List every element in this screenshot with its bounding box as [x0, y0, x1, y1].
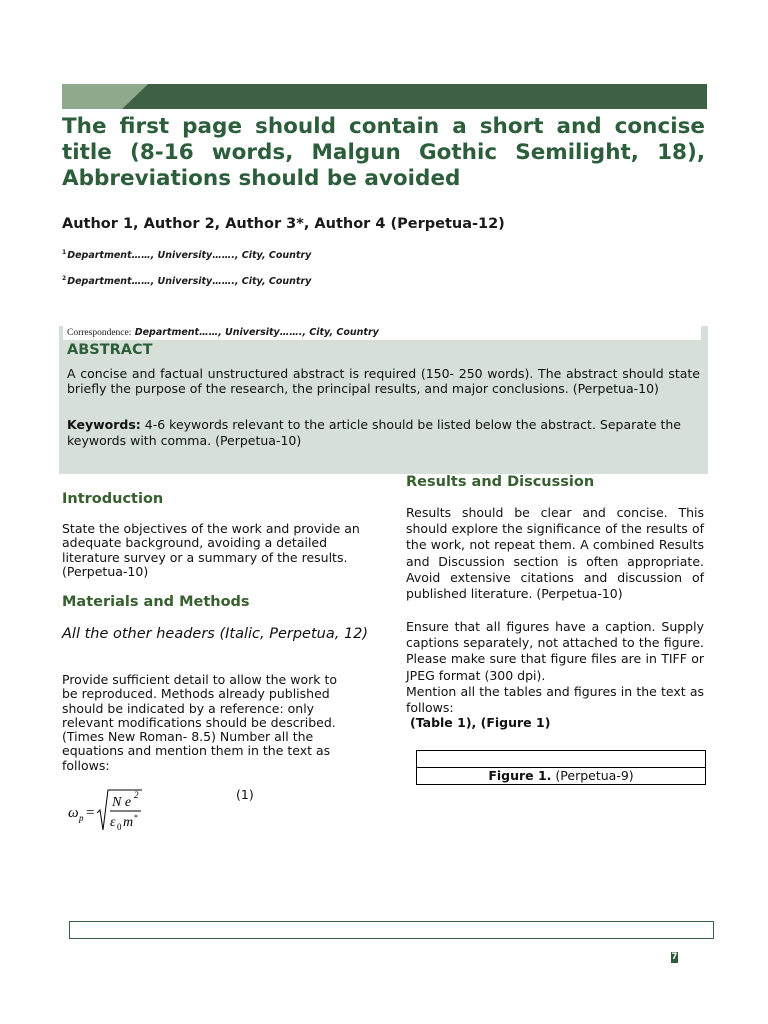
figure-caption-text: (Perpetua-9): [551, 768, 634, 783]
figure-caption-label: Figure 1.: [488, 768, 552, 783]
affiliation-2: [62, 275, 562, 287]
equation-numerator-exponent: 2: [134, 790, 139, 800]
abstract-heading: ABSTRACT: [67, 342, 153, 358]
results-text-3: Mention all the tables and figures in the text as follows:: [406, 684, 704, 716]
results-references: (Table 1), (Figure 1): [410, 715, 551, 730]
results-text-2: Ensure that all figures have a caption. Supply captions separately, not attached to the figure. Please make sure that figure files are in TIFF or JPEG format (300 dpi).: [406, 619, 704, 683]
author-list: Author 1, Author 2, Author 3*, Author 4 (Perpetua-12): [62, 216, 505, 232]
correspondence: [67, 327, 379, 338]
equation-lhs: ω: [68, 805, 79, 821]
figure-caption: [417, 768, 705, 784]
affiliation-number: 2: [62, 275, 67, 282]
results-text-1: Results should be clear and concise. This should explore the significance of the results of the work, not repeat them. A combined Results and Discussion section is often appropriate. Avoid extensive citations and discussion of published literature. (Perpetua-10): [406, 505, 704, 602]
affiliation-1: [62, 249, 562, 261]
abstract-box: [59, 326, 708, 474]
keywords: [67, 417, 697, 449]
equation-denominator-subscript: 0: [117, 822, 122, 832]
equation-numerator: N e: [112, 795, 132, 810]
affiliation-text: Department……, University……., City, Country: [67, 250, 312, 262]
correspondence-label: Correspondence:: [67, 328, 132, 338]
introduction-text: State the objectives of the work and provide an adequate background, avoiding a detailed literature survey or a summary of the results. (Perpetua-10): [62, 521, 360, 579]
keywords-text: 4-6 keywords relevant to the article should be listed below the abstract. Separate the keywords with comma. (Perpetua-10): [67, 417, 681, 448]
equation-denominator-exponent: *: [134, 813, 138, 822]
affiliation-number: 1: [62, 249, 67, 256]
equation-1: [68, 786, 158, 838]
equation-denominator-tail: m: [123, 815, 134, 830]
paper-title: The first page should contain a short and concise title (8-16 words, Malgun Gothic Semilight, 18), Abbreviations should be avoided: [62, 114, 705, 191]
header-banner: [122, 84, 707, 109]
equation-lhs-subscript: p: [79, 813, 84, 823]
figure-area: [417, 751, 705, 768]
correspondence-text: Department……, University……., City, Country: [134, 327, 379, 338]
figure-placeholder-table: [416, 750, 706, 785]
footer-box: [69, 921, 714, 939]
materials-heading: Materials and Methods: [62, 594, 250, 610]
equation-denominator: ε: [110, 815, 116, 830]
keywords-label: Keywords:: [67, 417, 141, 432]
page-number: 7: [671, 952, 678, 962]
abstract-text: A concise and factual unstructured abstract is required (150- 250 words). The abstract should state briefly the purpose of the research, the principal results, and major conclusions. (Perpetua-10): [67, 366, 700, 396]
subheading-example: All the other headers (Italic, Perpetua, 12): [62, 626, 369, 642]
affiliation-text: Department……, University……., City, Country: [67, 276, 312, 288]
results-heading: Results and Discussion: [406, 474, 595, 490]
introduction-heading: Introduction: [62, 491, 164, 507]
equation-equals: =: [86, 805, 95, 821]
equation-number: (1): [236, 787, 254, 802]
materials-text: Provide sufficient detail to allow the work to be reproduced. Methods already published should be indicated by a reference: only relevant modifications should be described. (Times New Roman- 8.5) Number all the equations and mention them in the text as follows:: [62, 672, 337, 773]
